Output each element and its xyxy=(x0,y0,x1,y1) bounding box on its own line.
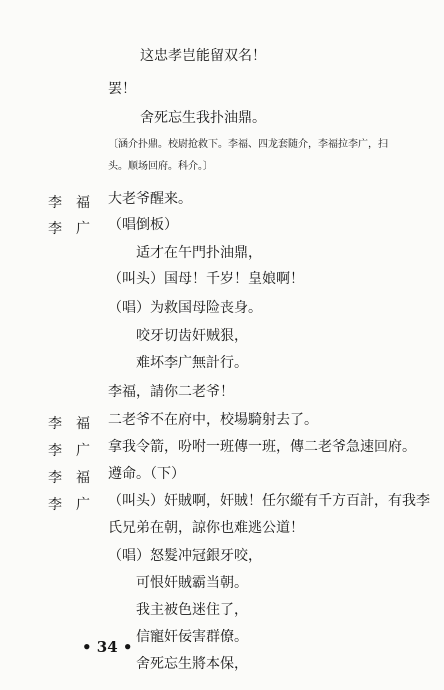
stage-direction-line-2: 头。顺场回府。科介。〕 xyxy=(108,161,213,172)
dialogue-line-3: 适才在午門扑油鼎， xyxy=(136,245,262,261)
text-line-1: 这忠孝岂能留双名！ xyxy=(140,48,266,64)
page-number: • 34 • xyxy=(82,638,133,656)
dialogue-line-17: 信寵奸佞害群僚。 xyxy=(136,629,248,645)
speaker-li-fu-2: 李 福 xyxy=(48,416,90,432)
dialogue-line-16: 我主被色迷住了， xyxy=(136,602,248,618)
text-line-2: 罢！ xyxy=(108,81,136,97)
dialogue-line-2: （唱倒板） xyxy=(108,217,178,233)
dialogue-line-11: 遵命。（下） xyxy=(108,466,185,482)
dialogue-line-6: 咬牙切齿奸贼狠， xyxy=(136,328,248,344)
dialogue-line-5: （唱）为救国母险丧身。 xyxy=(108,300,262,316)
dialogue-line-18: 舍死忘生將本保， xyxy=(136,656,248,672)
speaker-li-guang-2: 李 广 xyxy=(48,443,90,459)
dialogue-line-10: 拿我令箭，吩咐一班傳一班，傳二老爷急速回府。 xyxy=(108,439,416,455)
dialogue-line-1: 大老爷醒来。 xyxy=(108,191,192,207)
dialogue-line-7: 难坏李广無計行。 xyxy=(136,355,248,371)
text-line-3: 舍死忘生我扑油鼎。 xyxy=(140,110,266,126)
dialogue-line-12: （叫头）奸賊啊，奸賊！任尔縱有千方百計，有我李 xyxy=(108,493,430,509)
speaker-li-guang-1: 李 广 xyxy=(48,221,90,237)
dialogue-line-15: 可恨奸賊霸当朝。 xyxy=(136,575,248,591)
speaker-li-guang-3: 李 广 xyxy=(48,497,90,513)
dialogue-line-14: （唱）怒髮冲冠銀牙咬， xyxy=(108,548,262,564)
dialogue-line-13: 氏兄弟在朝，諒你也难逃公道！ xyxy=(108,520,304,536)
dialogue-line-9: 二老爷不在府中，校場騎射去了。 xyxy=(108,412,318,428)
dialogue-line-4: （叫头）国母！千岁！皇娘啊！ xyxy=(108,271,304,287)
speaker-li-fu-1: 李 福 xyxy=(48,195,90,211)
speaker-li-fu-3: 李 福 xyxy=(48,470,90,486)
dialogue-line-8: 李福，請你二老爷！ xyxy=(108,384,234,400)
stage-direction-line-1: 〔涵介扑鼎。校尉抢救下。李福、四龙套随介，李福拉李广，扫 xyxy=(108,139,388,150)
